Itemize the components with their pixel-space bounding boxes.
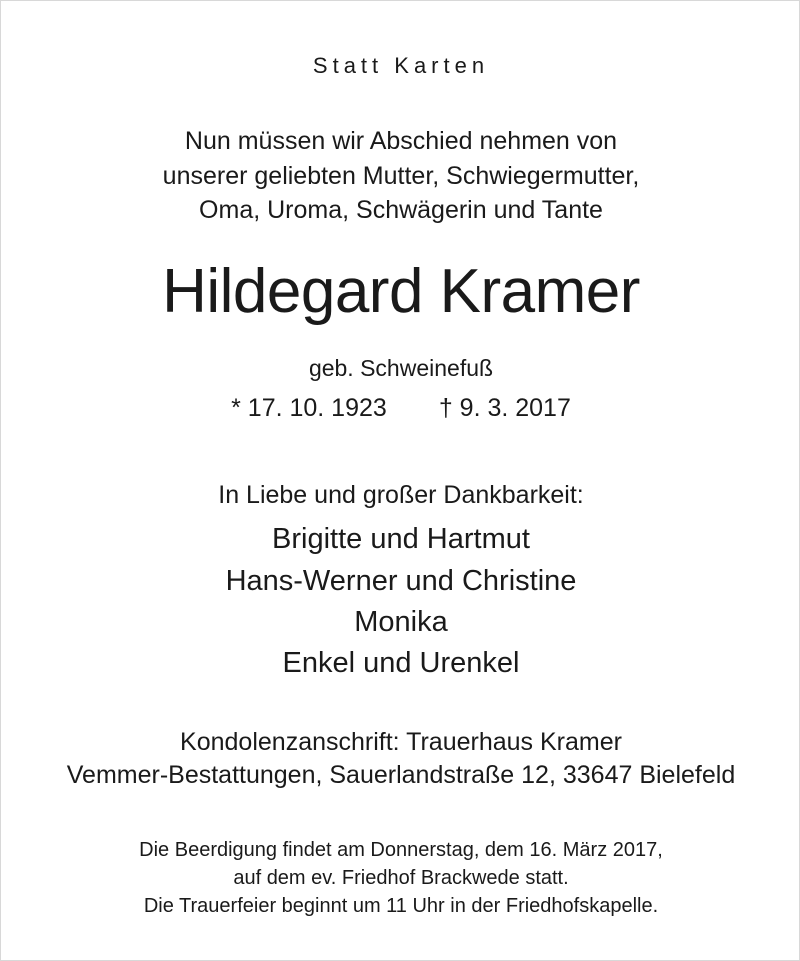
maiden-name: geb. Schweinefuß xyxy=(308,355,494,381)
mourner-name: Hans-Werner und Christine xyxy=(225,565,577,597)
funeral-info: Die Beerdigung findet am Donnerstag, dem 16. März 2017, xyxy=(139,839,663,861)
deceased-name: Hildegard Kramer xyxy=(162,257,640,326)
funeral-info: Die Trauerfeier beginnt um 11 Uhr in der Friedhofskapelle. xyxy=(143,895,659,917)
thanks-line: In Liebe und großer Dankbarkeit: xyxy=(218,481,584,509)
intro-line: Oma, Uroma, Schwägerin und Tante xyxy=(199,196,603,224)
condolence-address: Vemmer-Bestattungen, Sauerlandstraße 12, 33647 Bielefeld xyxy=(66,761,736,789)
life-dates xyxy=(1,394,800,423)
mourner-name: Enkel und Urenkel xyxy=(282,647,520,679)
intro-line: Nun müssen wir Abschied nehmen von xyxy=(184,127,618,155)
mourner-name: Monika xyxy=(354,606,448,638)
condolence-address: Kondolenzanschrift: Trauerhaus Kramer xyxy=(180,728,622,756)
funeral-info: auf dem ev. Friedhof Brackwede statt. xyxy=(233,867,569,889)
header-text: Statt Karten xyxy=(312,53,490,78)
intro-line: unserer geliebten Mutter, Schwiegermutter, xyxy=(162,162,640,190)
mourner-name: Brigitte und Hartmut xyxy=(272,523,530,555)
birth-date: * 17. 10. 1923 xyxy=(231,394,387,422)
death-date: † 9. 3. 2017 xyxy=(438,394,571,422)
